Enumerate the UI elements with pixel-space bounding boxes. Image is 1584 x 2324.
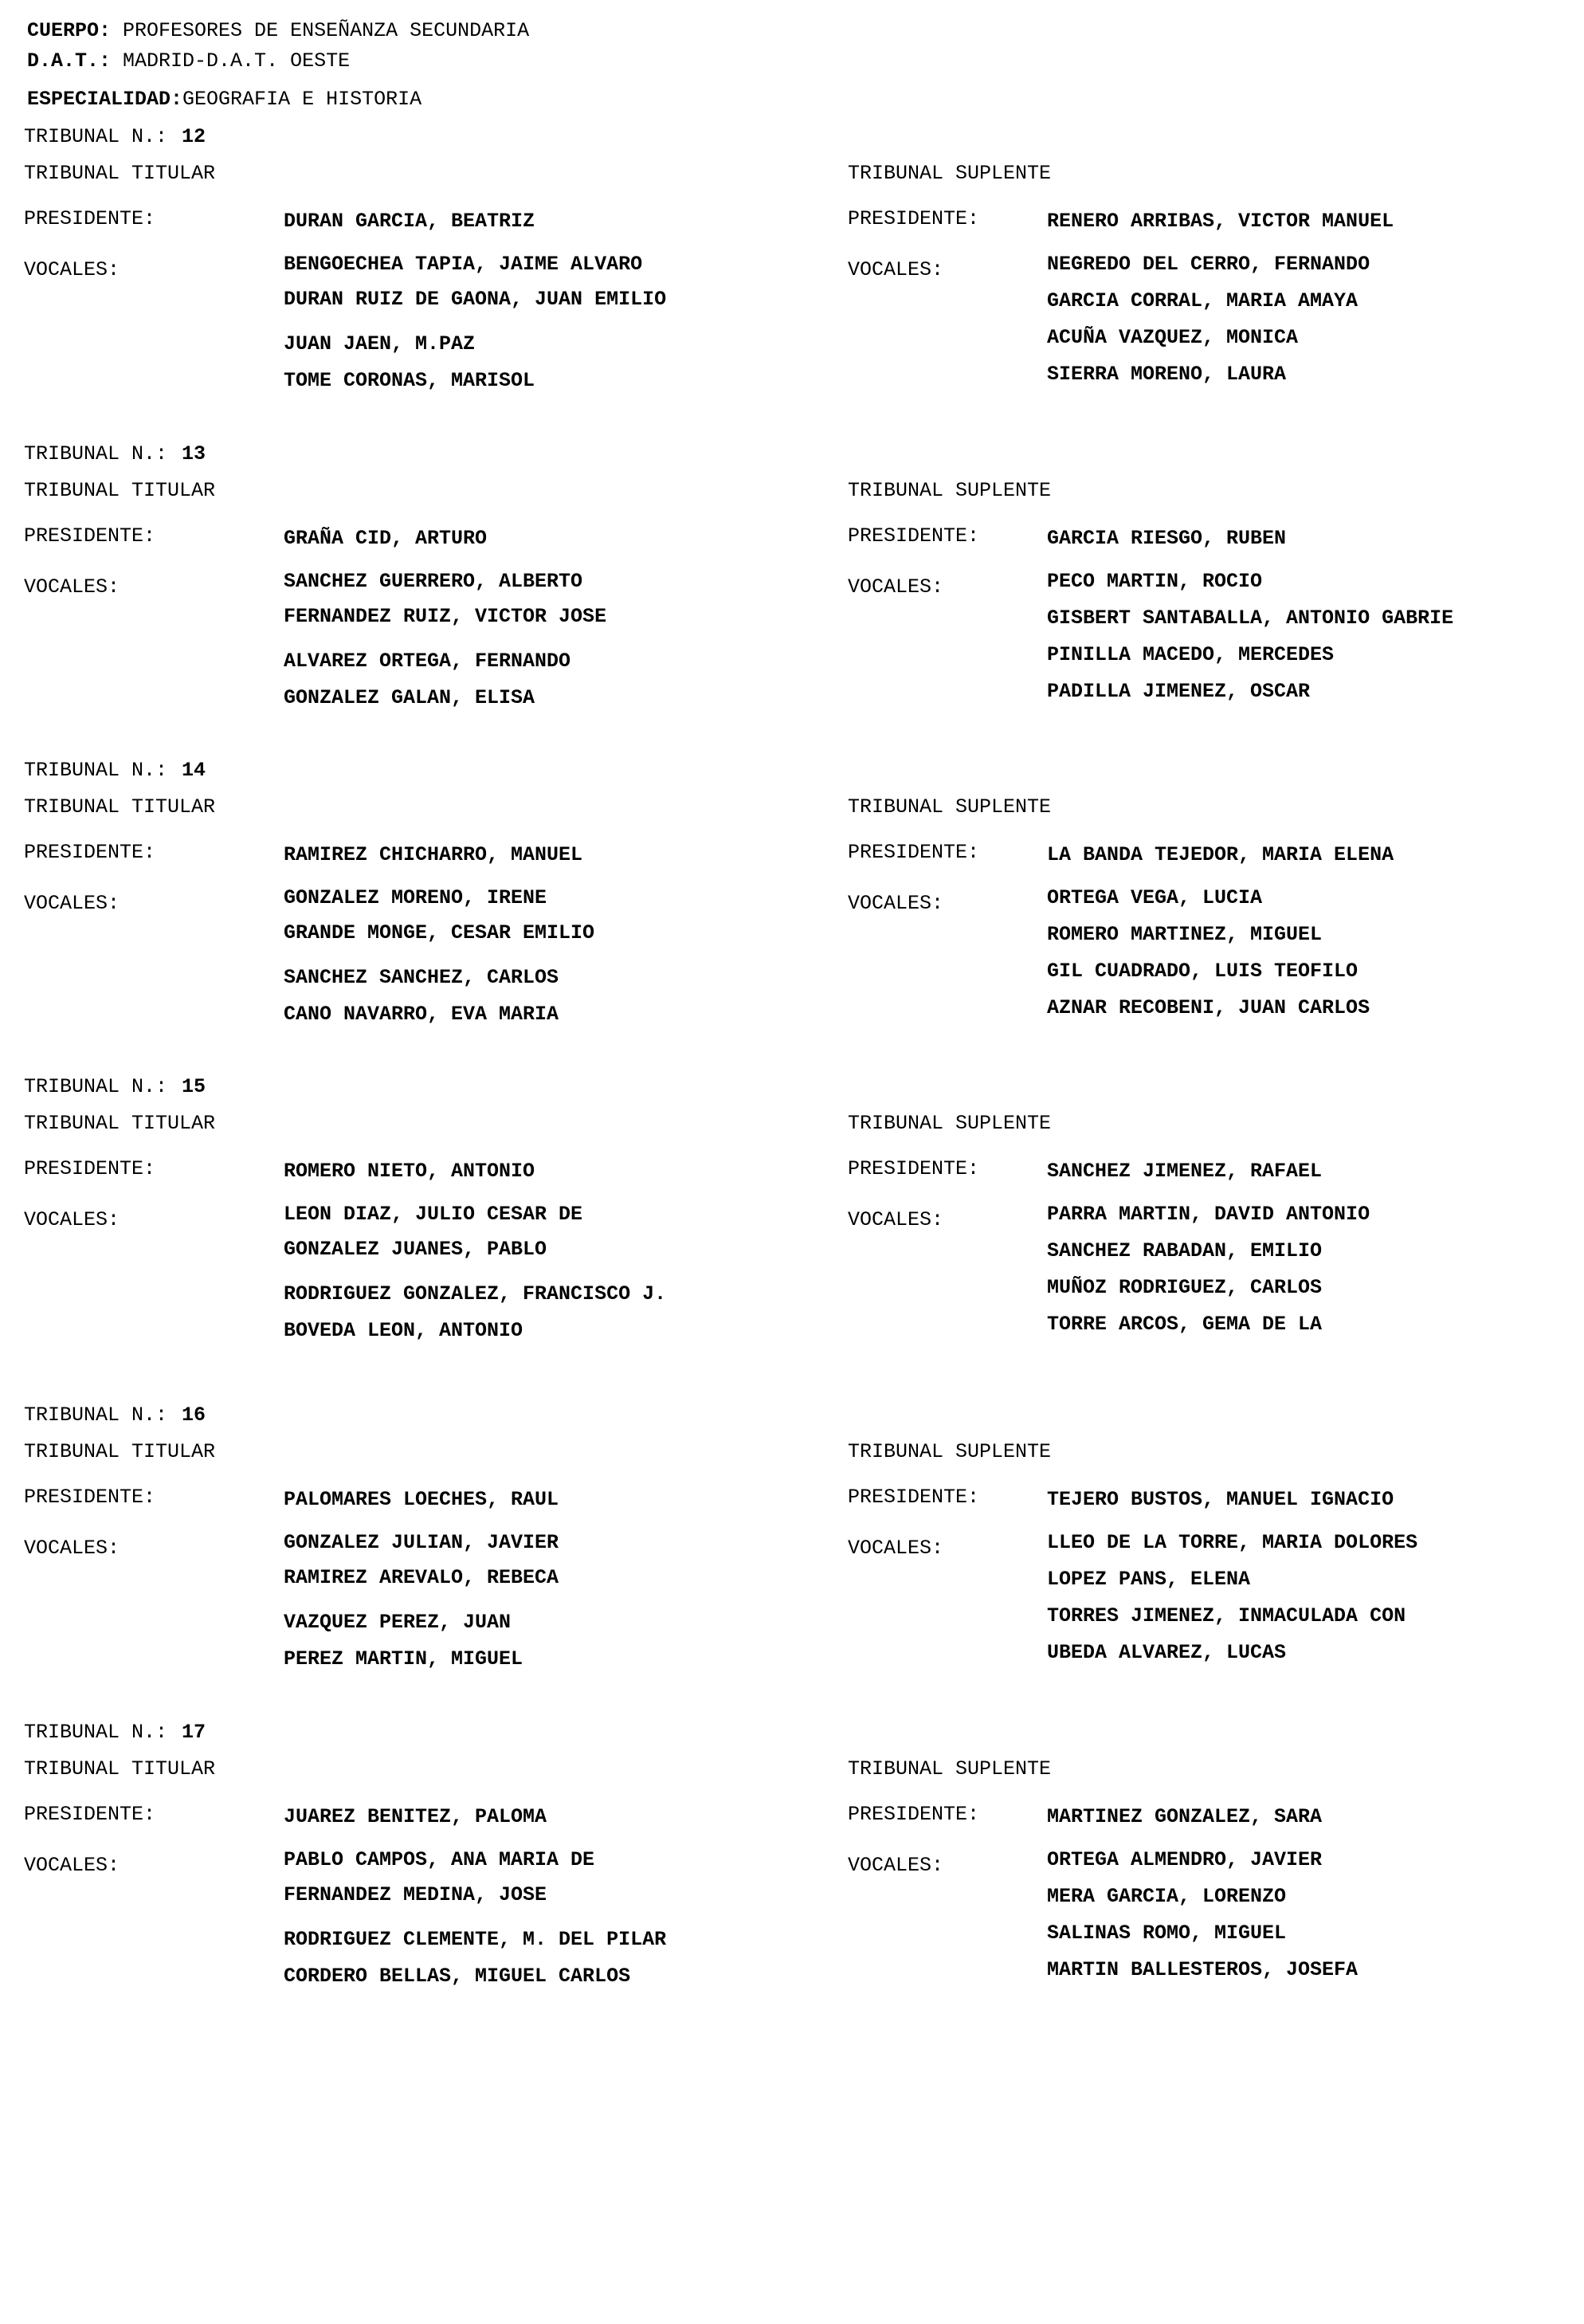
vocales-row	[24, 253, 667, 405]
tribunal-titular-column	[24, 473, 607, 722]
vocales-label: VOCALES:	[24, 1208, 120, 1231]
dat-value: MADRID-D.A.T. OESTE	[111, 49, 351, 73]
vocales-label: VOCALES:	[24, 258, 120, 281]
tribunal-number: 13	[182, 442, 206, 465]
tribunal-suplente-column	[848, 156, 1394, 405]
vocal-name: TORRE ARCOS, GEMA DE LA	[1047, 1313, 1323, 1336]
presidente-name: PALOMARES LOECHES, RAUL	[284, 1488, 559, 1511]
presidente-name: DURAN GARCIA, BEATRIZ	[284, 210, 535, 233]
vocal-name: CANO NAVARRO, EVA MARIA	[284, 1003, 559, 1026]
vocales-row	[848, 886, 1370, 1038]
vocal-name: PADILLA JIMENEZ, OSCAR	[1047, 680, 1311, 703]
tribunal-number-label: TRIBUNAL N.:	[24, 1403, 168, 1427]
vocal-name: SIERRA MORENO, LAURA	[1047, 363, 1287, 386]
presidente-name: RENERO ARRIBAS, VICTOR MANUEL	[1047, 210, 1394, 233]
tribunal-block	[24, 1396, 1570, 1670]
vocal-name: ORTEGA ALMENDRO, JAVIER	[1047, 1848, 1323, 1871]
vocales-label: VOCALES:	[848, 1537, 944, 1560]
tribunal-number-line	[24, 1396, 1570, 1435]
vocal-name: PECO MARTIN, ROCIO	[1047, 570, 1263, 593]
vocales-row	[24, 1531, 559, 1683]
vocales-row	[24, 1203, 667, 1355]
tribunal-number: 14	[182, 759, 206, 782]
tribunal-block	[24, 118, 1570, 392]
tribunal-block	[24, 1068, 1570, 1342]
presidente-name: TEJERO BUSTOS, MANUEL IGNACIO	[1047, 1488, 1394, 1511]
cuerpo-line	[27, 16, 529, 46]
vocales-row	[848, 253, 1370, 405]
presidente-label: PRESIDENTE:	[24, 841, 156, 864]
presidente-name: GRAÑA CID, ARTURO	[284, 527, 488, 550]
tribunal-number-line	[24, 1068, 1570, 1106]
vocal-name: GIL CUADRADO, LUIS TEOFILO	[1047, 960, 1359, 983]
tribunal-suplente-title: TRIBUNAL SUPLENTE	[848, 1757, 1052, 1780]
tribunal-titular-column	[24, 1435, 559, 1683]
vocales-row	[24, 570, 607, 722]
vocal-name: SANCHEZ SANCHEZ, CARLOS	[284, 966, 559, 989]
vocal-name: FERNANDEZ RUIZ, VICTOR JOSE	[284, 605, 607, 628]
vocal-name: ALVAREZ ORTEGA, FERNANDO	[284, 650, 571, 673]
vocal-name: LEON DIAZ, JULIO CESAR DE	[284, 1203, 583, 1226]
vocal-name: FERNANDEZ MEDINA, JOSE	[284, 1883, 547, 1906]
presidente-row	[24, 1157, 535, 1203]
vocales-row	[848, 570, 1454, 722]
presidente-row	[848, 524, 1287, 571]
presidente-label: PRESIDENTE:	[24, 1486, 156, 1509]
tribunal-titular-title: TRIBUNAL TITULAR	[24, 1112, 216, 1135]
presidente-name: JUAREZ BENITEZ, PALOMA	[284, 1805, 547, 1828]
vocal-name: ORTEGA VEGA, LUCIA	[1047, 886, 1263, 909]
vocales-row	[24, 886, 595, 1038]
especialidad-line	[27, 84, 529, 115]
presidente-label: PRESIDENTE:	[24, 207, 156, 230]
presidente-row	[24, 841, 583, 887]
vocal-name: PABLO CAMPOS, ANA MARIA DE	[284, 1848, 595, 1871]
vocales-label: VOCALES:	[848, 258, 944, 281]
tribunal-number-label: TRIBUNAL N.:	[24, 125, 168, 148]
presidente-name: GARCIA RIESGO, RUBEN	[1047, 527, 1287, 550]
vocal-name: BENGOECHEA TAPIA, JAIME ALVARO	[284, 253, 643, 276]
vocal-name: SANCHEZ GUERRERO, ALBERTO	[284, 570, 583, 593]
cuerpo-label: CUERPO:	[27, 19, 112, 42]
tribunal-titular-title: TRIBUNAL TITULAR	[24, 479, 216, 502]
presidente-name: ROMERO NIETO, ANTONIO	[284, 1160, 535, 1183]
vocales-label: VOCALES:	[24, 575, 120, 599]
vocal-name: ROMERO MARTINEZ, MIGUEL	[1047, 923, 1323, 946]
vocal-name: GARCIA CORRAL, MARIA AMAYA	[1047, 289, 1359, 312]
tribunal-block	[24, 1714, 1570, 1988]
vocales-row	[848, 1203, 1370, 1355]
tribunal-number-line	[24, 1714, 1570, 1752]
presidente-row	[848, 1486, 1394, 1532]
vocal-name: VAZQUEZ PEREZ, JUAN	[284, 1611, 512, 1634]
vocales-row	[848, 1531, 1418, 1683]
vocal-name: UBEDA ALVAREZ, LUCAS	[1047, 1641, 1287, 1664]
vocales-label: VOCALES:	[848, 892, 944, 915]
tribunal-number-label: TRIBUNAL N.:	[24, 759, 168, 782]
presidente-label: PRESIDENTE:	[24, 1157, 156, 1180]
presidente-label: PRESIDENTE:	[848, 207, 980, 230]
tribunal-titular-column	[24, 1106, 667, 1355]
tribunal-number: 12	[182, 125, 206, 148]
presidente-name: RAMIREZ CHICHARRO, MANUEL	[284, 843, 583, 866]
vocal-name: TOME CORONAS, MARISOL	[284, 369, 535, 392]
tribunal-suplente-column	[848, 790, 1394, 1038]
vocal-name: LLEO DE LA TORRE, MARIA DOLORES	[1047, 1531, 1418, 1554]
tribunal-suplente-title: TRIBUNAL SUPLENTE	[848, 479, 1052, 502]
tribunal-titular-column	[24, 790, 595, 1038]
vocal-name: SANCHEZ RABADAN, EMILIO	[1047, 1239, 1323, 1262]
vocal-name: GONZALEZ JULIAN, JAVIER	[284, 1531, 559, 1554]
tribunal-suplente-column	[848, 1435, 1418, 1683]
tribunal-suplente-column	[848, 473, 1454, 722]
vocal-name: CORDERO BELLAS, MIGUEL CARLOS	[284, 1965, 631, 1988]
tribunal-titular-title: TRIBUNAL TITULAR	[24, 162, 216, 185]
vocal-name: GRANDE MONGE, CESAR EMILIO	[284, 921, 595, 944]
vocal-name: GISBERT SANTABALLA, ANTONIO GABRIE	[1047, 607, 1454, 630]
presidente-label: PRESIDENTE:	[848, 524, 980, 548]
vocal-name: MUÑOZ RODRIGUEZ, CARLOS	[1047, 1276, 1323, 1299]
especialidad-label: ESPECIALIDAD:	[27, 88, 183, 111]
vocales-label: VOCALES:	[24, 892, 120, 915]
vocal-name: DURAN RUIZ DE GAONA, JUAN EMILIO	[284, 288, 667, 311]
tribunal-number-label: TRIBUNAL N.:	[24, 1075, 168, 1098]
presidente-row	[24, 1486, 559, 1532]
tribunal-titular-column	[24, 1752, 667, 2000]
tribunal-number-line	[24, 752, 1570, 790]
cuerpo-value: PROFESORES DE ENSEÑANZA SECUNDARIA	[111, 19, 530, 42]
vocal-name: MARTIN BALLESTEROS, JOSEFA	[1047, 1958, 1359, 1981]
vocal-name: GONZALEZ JUANES, PABLO	[284, 1238, 547, 1261]
presidente-label: PRESIDENTE:	[848, 1157, 980, 1180]
vocales-label: VOCALES:	[848, 575, 944, 599]
vocal-name: AZNAR RECOBENI, JUAN CARLOS	[1047, 996, 1370, 1019]
tribunal-titular-column	[24, 156, 667, 405]
tribunal-titular-title: TRIBUNAL TITULAR	[24, 1757, 216, 1780]
vocales-row	[848, 1848, 1359, 2000]
tribunal-number: 15	[182, 1075, 206, 1098]
tribunal-suplente-title: TRIBUNAL SUPLENTE	[848, 162, 1052, 185]
tribunal-number-line	[24, 435, 1570, 473]
vocal-name: LOPEZ PANS, ELENA	[1047, 1568, 1251, 1591]
tribunal-number-label: TRIBUNAL N.:	[24, 1721, 168, 1744]
vocal-name: RODRIGUEZ CLEMENTE, M. DEL PILAR	[284, 1928, 667, 1951]
vocal-name: MERA GARCIA, LORENZO	[1047, 1885, 1287, 1908]
tribunal-number-line	[24, 118, 1570, 156]
presidente-label: PRESIDENTE:	[24, 1803, 156, 1826]
vocal-name: GONZALEZ MORENO, IRENE	[284, 886, 547, 909]
vocal-name: JUAN JAEN, M.PAZ	[284, 332, 476, 355]
vocales-row	[24, 1848, 667, 2000]
dat-line	[27, 46, 529, 77]
vocal-name: GONZALEZ GALAN, ELISA	[284, 686, 535, 709]
vocal-name: NEGREDO DEL CERRO, FERNANDO	[1047, 253, 1370, 276]
tribunal-titular-title: TRIBUNAL TITULAR	[24, 795, 216, 819]
presidente-row	[848, 1803, 1323, 1849]
especialidad-value: GEOGRAFIA E HISTORIA	[182, 88, 422, 111]
vocales-label: VOCALES:	[848, 1854, 944, 1877]
vocal-name: PINILLA MACEDO, MERCEDES	[1047, 643, 1335, 666]
presidente-row	[848, 841, 1394, 887]
tribunal-suplente-title: TRIBUNAL SUPLENTE	[848, 1112, 1052, 1135]
vocal-name: PARRA MARTIN, DAVID ANTONIO	[1047, 1203, 1370, 1226]
tribunal-block	[24, 435, 1570, 709]
presidente-row	[848, 1157, 1323, 1203]
presidente-name: SANCHEZ JIMENEZ, RAFAEL	[1047, 1160, 1323, 1183]
tribunal-number: 16	[182, 1403, 206, 1427]
presidente-name: MARTINEZ GONZALEZ, SARA	[1047, 1805, 1323, 1828]
tribunal-suplente-column	[848, 1106, 1370, 1355]
vocal-name: BOVEDA LEON, ANTONIO	[284, 1319, 523, 1342]
vocales-label: VOCALES:	[24, 1537, 120, 1560]
presidente-label: PRESIDENTE:	[848, 1486, 980, 1509]
tribunal-suplente-title: TRIBUNAL SUPLENTE	[848, 795, 1052, 819]
tribunal-suplente-title: TRIBUNAL SUPLENTE	[848, 1440, 1052, 1463]
tribunal-titular-title: TRIBUNAL TITULAR	[24, 1440, 216, 1463]
presidente-name: LA BANDA TEJEDOR, MARIA ELENA	[1047, 843, 1394, 866]
vocales-label: VOCALES:	[24, 1854, 120, 1877]
presidente-label: PRESIDENTE:	[848, 841, 980, 864]
presidente-label: PRESIDENTE:	[24, 524, 156, 548]
tribunal-suplente-column	[848, 1752, 1359, 2000]
presidente-row	[24, 1803, 547, 1849]
document-header	[27, 16, 529, 115]
vocal-name: RODRIGUEZ GONZALEZ, FRANCISCO J.	[284, 1282, 667, 1305]
presidente-row	[24, 207, 535, 253]
vocal-name: TORRES JIMENEZ, INMACULADA CON	[1047, 1604, 1406, 1627]
tribunal-block	[24, 752, 1570, 1026]
vocal-name: RAMIREZ AREVALO, REBECA	[284, 1566, 559, 1589]
presidente-row	[24, 524, 488, 571]
vocal-name: PEREZ MARTIN, MIGUEL	[284, 1647, 523, 1670]
vocal-name: ACUÑA VAZQUEZ, MONICA	[1047, 326, 1299, 349]
vocales-label: VOCALES:	[848, 1208, 944, 1231]
presidente-row	[848, 207, 1394, 253]
vocal-name: SALINAS ROMO, MIGUEL	[1047, 1922, 1287, 1945]
presidente-label: PRESIDENTE:	[848, 1803, 980, 1826]
tribunal-number-label: TRIBUNAL N.:	[24, 442, 168, 465]
dat-label: D.A.T.:	[27, 49, 112, 73]
tribunal-number: 17	[182, 1721, 206, 1744]
